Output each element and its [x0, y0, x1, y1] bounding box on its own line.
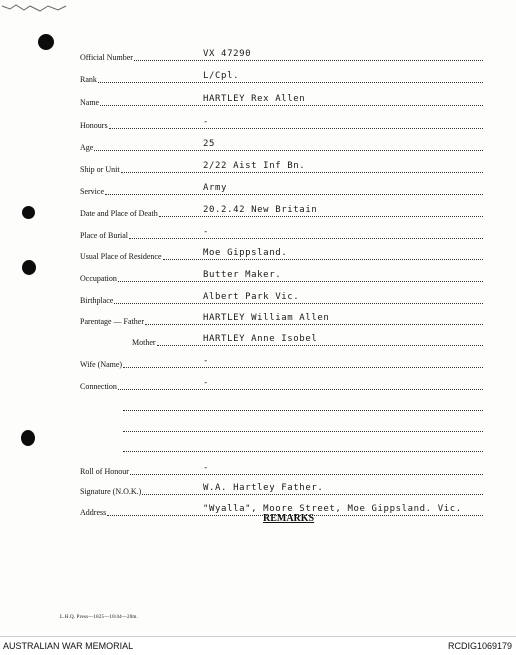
field-row-mother — [0, 327, 516, 349]
dotted-rule — [123, 410, 483, 411]
archive-footer — [0, 636, 516, 655]
field-value: HARTLEY Rex Allen — [203, 94, 306, 104]
remarks-heading: REMARKS — [263, 513, 315, 524]
field-value: 20.2.42 New Britain — [203, 205, 318, 215]
field-label: Age — [80, 143, 94, 152]
field-label: Place of Burial — [80, 231, 128, 240]
field-value: Army — [203, 183, 228, 193]
field-label: Connection — [80, 382, 117, 391]
field-label: Service — [80, 187, 104, 196]
footer-archive-name: AUSTRALIAN WAR MEMORIAL — [3, 641, 134, 651]
field-row-name — [0, 87, 516, 109]
dotted-rule — [109, 128, 483, 129]
field-row-occupation — [0, 263, 516, 285]
footer-record-id: RCDIG1069179 — [447, 641, 512, 651]
field-row-father — [0, 306, 516, 328]
field-value: - — [203, 117, 210, 127]
field-value: - — [203, 463, 210, 473]
dotted-rule — [123, 431, 483, 432]
field-row-official-number — [0, 42, 516, 64]
dotted-rule — [145, 324, 483, 325]
field-row-signature-nok — [0, 476, 516, 498]
field-row-honours — [0, 110, 516, 132]
field-value: Albert Park Vic. — [203, 292, 300, 302]
field-label: Occupation — [80, 274, 117, 283]
field-value: - — [203, 356, 210, 366]
field-row-connection — [0, 371, 516, 393]
dotted-rule — [130, 474, 483, 475]
field-value: HARTLEY William Allen — [203, 313, 330, 323]
field-value: "Wyalla", Moore Street, Moe Gippsland. Vic. — [203, 504, 462, 514]
field-value: Butter Maker. — [203, 270, 282, 280]
field-row-place-of-burial — [0, 220, 516, 242]
field-label: Rank — [80, 75, 97, 84]
field-row-roll-of-honour — [0, 456, 516, 478]
dotted-rule — [159, 216, 483, 217]
field-row-wife — [0, 349, 516, 371]
field-row-age — [0, 132, 516, 154]
field-row-usual-residence — [0, 241, 516, 263]
field-value: VX 47290 — [203, 49, 252, 59]
field-label: Birthplace — [80, 296, 114, 305]
binding-edge-mark — [0, 0, 70, 12]
dotted-rule — [121, 172, 483, 173]
dotted-rule — [118, 389, 483, 390]
connection-blank-line — [0, 392, 516, 414]
field-label: Wife (Name) — [80, 360, 123, 369]
dotted-rule — [94, 150, 483, 151]
field-value: - — [203, 227, 210, 237]
field-value: 25 — [203, 139, 216, 149]
printer-imprint: L.H.Q. Press—1825—10/44—20m. — [60, 615, 138, 620]
field-value: - — [203, 378, 210, 388]
field-row-ship-or-unit — [0, 154, 516, 176]
connection-blank-line — [0, 413, 516, 435]
field-row-address — [0, 497, 516, 519]
field-row-service — [0, 176, 516, 198]
dotted-rule — [100, 105, 483, 106]
field-label: Parentage — Father — [80, 317, 144, 326]
field-label: Roll of Honour — [80, 467, 129, 476]
connection-blank-line — [0, 433, 516, 455]
field-row-rank — [0, 64, 516, 86]
dotted-rule — [163, 259, 483, 260]
field-label: Signature (N.O.K.) — [80, 487, 142, 496]
field-row-birthplace — [0, 285, 516, 307]
dotted-rule — [98, 82, 483, 83]
field-label: Name — [80, 98, 100, 107]
dotted-rule — [129, 238, 483, 239]
field-label: Ship or Unit — [80, 165, 120, 174]
dotted-rule — [123, 367, 483, 368]
dotted-rule — [157, 345, 483, 346]
field-label: Usual Place of Residence — [80, 252, 162, 261]
field-label: Mother — [132, 338, 156, 347]
field-row-date-place-death — [0, 198, 516, 220]
dotted-rule — [114, 303, 483, 304]
dotted-rule — [142, 494, 483, 495]
field-value: 2/22 Aist Inf Bn. — [203, 161, 306, 171]
field-value: HARTLEY Anne Isobel — [203, 334, 318, 344]
field-label: Official Number — [80, 53, 133, 62]
field-value: L/Cpl. — [203, 71, 240, 81]
dotted-rule — [134, 60, 483, 61]
field-value: W.A. Hartley Father. — [203, 483, 324, 493]
dotted-rule — [105, 194, 483, 195]
field-value: Moe Gippsland. — [203, 248, 288, 258]
field-label: Honours — [80, 121, 108, 130]
field-label: Address — [80, 508, 107, 517]
dotted-rule — [123, 451, 483, 452]
dotted-rule — [118, 281, 483, 282]
field-label: Date and Place of Death — [80, 209, 158, 218]
